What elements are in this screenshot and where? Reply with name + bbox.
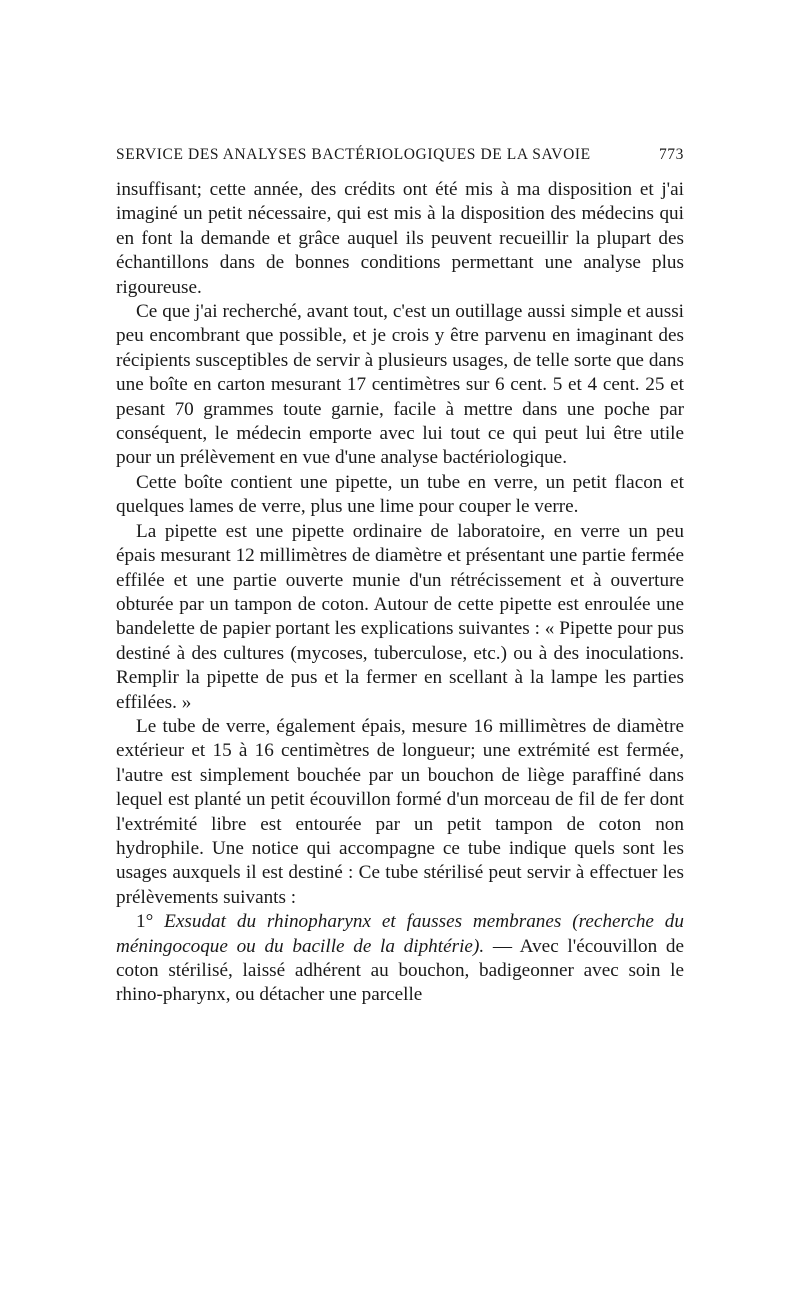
body-text bbox=[116, 178, 684, 1008]
running-head-title: SERVICE DES ANALYSES BACTÉRIOLOGIQUES DE LA SAVOIE bbox=[116, 146, 591, 163]
page-number: 773 bbox=[658, 146, 684, 163]
item-text: — Avec l'écouvillon de coton stérilisé, laissé adhérent au bouchon, badigeonner avec soin le rhino-pharynx, ou détacher une parcelle bbox=[116, 935, 684, 1006]
paragraph-continuation: insuffisant; cette année, des crédits ont été mis à ma disposition et j'ai imaginé un petit nécessaire, qui est mis à la disposition des médecins qui en font la demande et grâce auquel ils peuvent recueillir la plupart des échantillons dans de bonnes conditions permettant une analyse plus rigoureuse. bbox=[116, 179, 684, 298]
paragraph-tube: Le tube de verre, également épais, mesure 16 millimètres de diamètre extérieur et 15 à 16 centimètres de longueur; une extrémité est fermée, l'autre est simplement bouchée par un bouchon de liège paraffiné dans lequel est planté un petit écouvillon formé d'un morceau de fil de fer dont l'extrémité libre est entourée par un petit tampon de coton non hydrophile. Une notice qui accompagne ce tube indique quels sont les usages auxquels il est destiné : Ce tube stérilisé peut servir à effectuer les prélèvements suivants : bbox=[116, 715, 684, 908]
document-page bbox=[116, 146, 684, 1008]
item-number: 1° bbox=[136, 911, 154, 933]
paragraph-pipette: La pipette est une pipette ordinaire de laboratoire, en verre un peu épais mesurant 12 millimètres de diamètre et présentant une partie fermée effilée et une partie ouverte munie d'un rétrécissement et à ouverture obturée par un tampon de coton. Autour de cette pipette est enroulée une bandelette de papier portant les explications suivantes : « Pipette pour pus destiné à des cultures (mycoses, tuberculose, etc.) ou à des inoculations. Remplir la pipette de pus et la fermer en scellant à la lampe les parties effilées. » bbox=[116, 520, 684, 713]
running-head bbox=[116, 146, 684, 164]
paragraph-exsudat bbox=[116, 910, 684, 1008]
paragraph-outillage: Ce que j'ai recherché, avant tout, c'est un outillage aussi simple et aussi peu encombrant que possible, et je crois y être parvenu en imaginant des récipients susceptibles de servir à plusieurs usages, de telle sorte que dans une boîte en carton mesurant 17 centimètres sur 6 cent. 5 et 4 cent. 25 et pesant 70 grammes toute garnie, facile à mettre dans une poche par conséquent, le médecin emporte avec lui tout ce qui peut lui être utile pour un prélèvement en vue d'une analyse bactériologique. bbox=[116, 301, 684, 469]
item-heading-italic: Exsudat du rhinopharynx et fausses membranes (recherche du méningocoque ou du bacille de la diphtérie). bbox=[116, 911, 684, 957]
paragraph-boite: Cette boîte contient une pipette, un tube en verre, un petit flacon et quelques lames de verre, plus une lime pour couper le verre. bbox=[116, 471, 684, 518]
